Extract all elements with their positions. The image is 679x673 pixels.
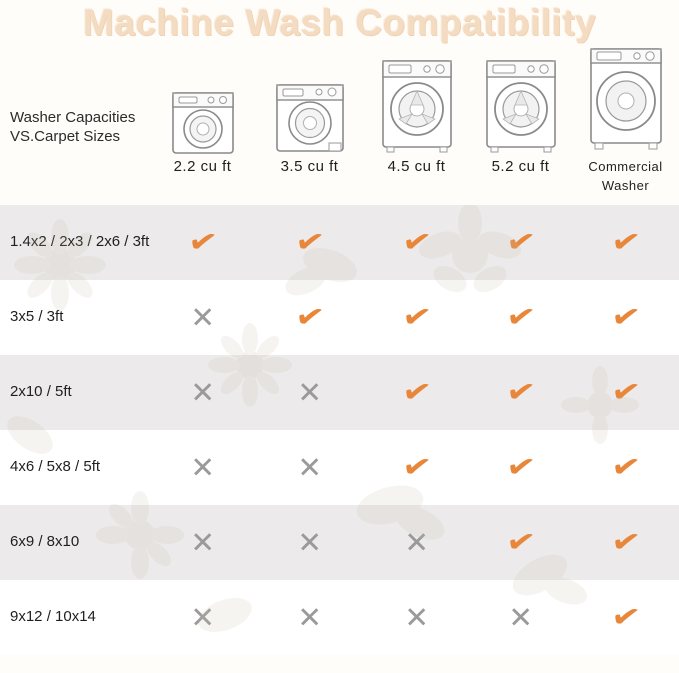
cell-incompatible — [364, 505, 469, 580]
check-icon: ✔ — [292, 297, 327, 337]
cell-compatible — [573, 205, 678, 280]
cross-icon: ✕ — [297, 524, 322, 560]
cell-compatible — [364, 355, 469, 430]
row-label: 4x6 / 5x8 / 5ft — [10, 458, 101, 475]
cell-incompatible — [150, 355, 255, 430]
check-icon: ✔ — [292, 222, 327, 262]
cross-icon: ✕ — [508, 599, 533, 635]
compatibility-table — [0, 205, 679, 655]
check-icon: ✔ — [503, 447, 538, 487]
check-icon: ✔ — [503, 222, 538, 262]
cell-compatible — [150, 205, 255, 280]
column-header-2 — [257, 55, 362, 175]
column-header-5 — [573, 55, 678, 193]
cell-compatible — [573, 580, 678, 655]
column-capacity-5-line2: Washer — [601, 178, 650, 193]
cross-icon: ✕ — [297, 449, 322, 485]
column-capacity-3: 4.5 cu ft — [387, 158, 446, 175]
check-icon: ✔ — [399, 372, 434, 412]
cross-icon: ✕ — [404, 524, 429, 560]
cell-incompatible — [468, 580, 573, 655]
check-icon: ✔ — [608, 522, 643, 562]
cross-icon: ✕ — [404, 599, 429, 635]
cell-compatible — [468, 205, 573, 280]
row-label: 6x9 / 8x10 — [10, 533, 80, 550]
washer-icon — [573, 55, 678, 155]
washer-icon — [150, 55, 255, 155]
cross-icon: ✕ — [297, 599, 322, 635]
table-row — [0, 280, 679, 355]
table-row — [0, 505, 679, 580]
cell-compatible — [468, 355, 573, 430]
cell-compatible — [257, 280, 362, 355]
table-row — [0, 580, 679, 655]
row-label: 9x12 / 10x14 — [10, 608, 96, 625]
cell-compatible — [468, 505, 573, 580]
cell-incompatible — [257, 355, 362, 430]
column-header-4 — [468, 55, 573, 175]
cell-incompatible — [364, 580, 469, 655]
check-icon: ✔ — [399, 447, 434, 487]
cell-compatible — [573, 505, 678, 580]
washer-icon — [468, 55, 573, 155]
check-icon: ✔ — [399, 222, 434, 262]
axis-label-line2: VS.Carpet Sizes — [10, 128, 121, 145]
cell-incompatible — [257, 430, 362, 505]
column-capacity-4: 5.2 cu ft — [491, 158, 550, 175]
check-icon: ✔ — [185, 222, 220, 262]
axis-label-line1: Washer Capacities — [10, 109, 136, 126]
row-label: 2x10 / 5ft — [10, 383, 72, 400]
cell-incompatible — [150, 280, 255, 355]
check-icon: ✔ — [608, 597, 643, 637]
check-icon: ✔ — [399, 297, 434, 337]
cross-icon: ✕ — [190, 299, 215, 335]
cell-incompatible — [150, 580, 255, 655]
column-header-1 — [150, 55, 255, 175]
check-icon: ✔ — [608, 297, 643, 337]
check-icon: ✔ — [608, 372, 643, 412]
table-row — [0, 205, 679, 280]
column-capacity-2: 3.5 cu ft — [280, 158, 339, 175]
cross-icon: ✕ — [190, 599, 215, 635]
cell-compatible — [573, 355, 678, 430]
cell-compatible — [364, 280, 469, 355]
washer-icon — [257, 55, 362, 155]
cross-icon: ✕ — [190, 449, 215, 485]
cross-icon: ✕ — [297, 374, 322, 410]
check-icon: ✔ — [608, 222, 643, 262]
axis-label — [10, 108, 160, 146]
cell-compatible — [468, 280, 573, 355]
column-capacity-1: 2.2 cu ft — [173, 158, 232, 175]
cell-incompatible — [150, 505, 255, 580]
table-row — [0, 430, 679, 505]
cell-compatible — [364, 205, 469, 280]
column-header-3 — [364, 55, 469, 175]
page-title: Machine Wash Compatibility — [82, 2, 597, 43]
check-icon: ✔ — [503, 522, 538, 562]
check-icon: ✔ — [608, 447, 643, 487]
table-row — [0, 355, 679, 430]
check-icon: ✔ — [503, 372, 538, 412]
cross-icon: ✕ — [190, 524, 215, 560]
cell-compatible — [573, 430, 678, 505]
row-label: 3x5 / 3ft — [10, 308, 64, 325]
cell-compatible — [468, 430, 573, 505]
column-capacity-5-line1: Commercial — [588, 159, 663, 174]
cell-compatible — [573, 280, 678, 355]
cell-incompatible — [257, 505, 362, 580]
cross-icon: ✕ — [190, 374, 215, 410]
check-icon: ✔ — [503, 297, 538, 337]
washer-icon — [364, 55, 469, 155]
cell-incompatible — [257, 580, 362, 655]
cell-compatible — [257, 205, 362, 280]
row-label: 1.4x2 / 2x3 / 2x6 / 3ft — [10, 233, 150, 250]
cell-incompatible — [150, 430, 255, 505]
cell-compatible — [364, 430, 469, 505]
